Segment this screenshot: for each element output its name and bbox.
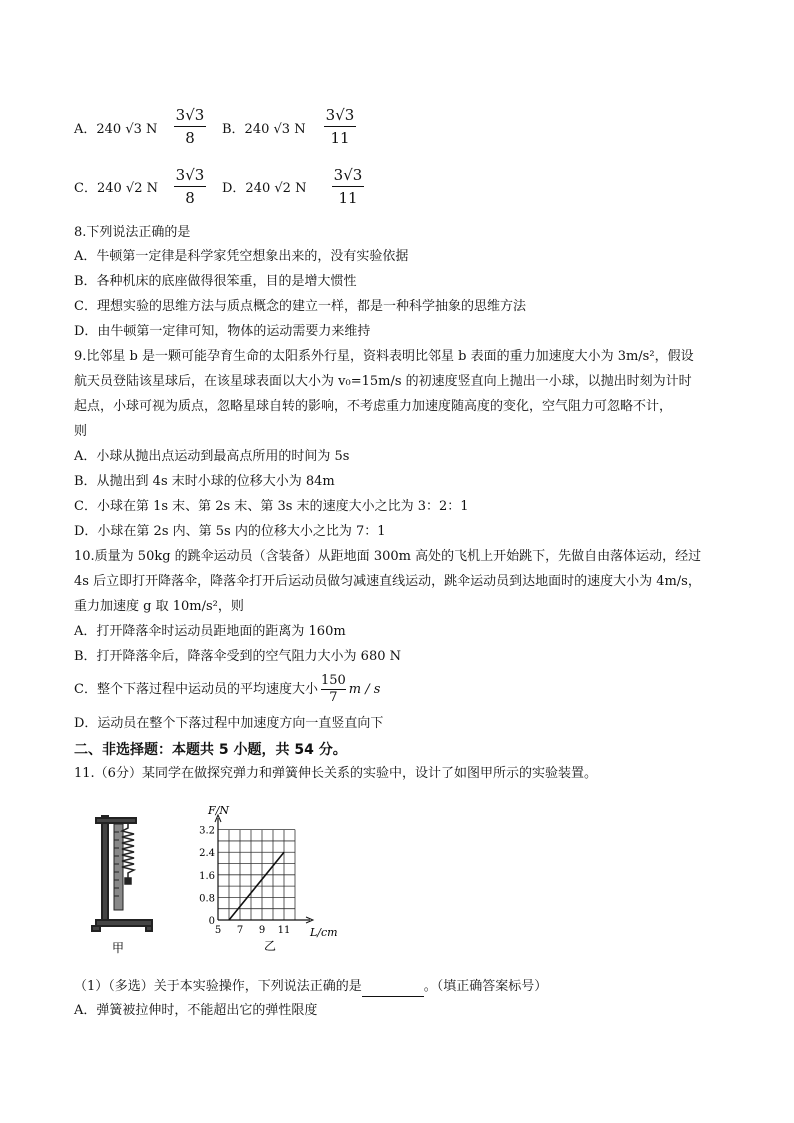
q10-stem-line-1: 10.质量为 50kg 的跳伞运动员（含装备）从距地面 300m 高处的飞机上开始跳下，先做自由落体运动，经过 [74,549,702,564]
chart-grid [218,830,295,920]
option-label: A．240 [74,122,122,137]
denominator: 11 [330,129,350,147]
fraction-bar [332,186,364,187]
q9-option-b: B．从抛出到 4s 末时小球的位移大小为 84m [74,474,335,489]
q9-stem-line-3: 起点，小球可视为质点，忽略星球自转的影响，不考虑重力加速度随高度的变化，空气阻力可忽略不计， [74,399,673,414]
q7-option-a [74,120,157,140]
q8-stem: 8.下列说法正确的是 [74,225,191,240]
numerator: 150 [320,673,346,688]
root-value: √2 [125,181,143,196]
q9-option-d: D．小球在第 2s 内、第 5s 内的位移大小之比为 7：1 [74,524,386,539]
q8-option-b: B．各种机床的底座做得很笨重，目的是增大惯性 [74,274,357,289]
y-tick-label: 1.6 [199,870,215,882]
q7-b-fraction [320,106,360,147]
fraction-bar [174,186,206,187]
unit: m / s [348,682,381,697]
q11-sub1 [74,977,547,997]
root-value: √3 [125,122,142,137]
x-axis-label: L/cm [310,926,338,939]
option-label: B．240 [222,122,270,137]
spring [122,823,134,884]
y-tick-label: 0.8 [199,893,215,905]
q10-stem-line-2: 4s 后立即打开降落伞，降落伞打开后运动员做匀减速直线运动，跳伞运动员到达地面时的速度大小为 4m/s， [74,574,701,589]
option-label: C．240 [74,181,122,196]
q10-option-b: B．打开降落伞后，降落伞受到的空气阻力大小为 680 N [74,649,402,664]
q11-stem: 11.（6分）某同学在做探究弹力和弹簧伸长关系的实验中，设计了如图甲所示的实验装置。 [74,766,597,781]
denominator: 8 [185,129,195,147]
q9-stem-line-2: 航天员登陆该星球后，在该星球表面以大小为 v₀=15m/s 的初速度竖直向上抛出一小球，以抛出时刻为计时 [74,374,692,389]
x-tick-label: 5 [214,925,222,936]
q8-option-d: D．由牛顿第一定律可知，物体的运动需要力来维持 [74,324,371,339]
q9-stem-line-1: 9.比邻星 b 是一颗可能孕育生命的太阳系外行星，资料表明比邻星 b 表面的重力加速度大小为 3m/s²，假设 [74,349,694,364]
root-value: √2 [274,181,291,196]
figure-a-label: 甲 [112,941,125,955]
option-text: C．整个下落过程中运动员的平均速度大小 [74,682,318,697]
q7-option-c [74,179,158,199]
q9-option-c: C．小球在第 1s 末、第 2s 末、第 3s 末的速度大小之比为 3：2：1 [74,499,469,514]
q9-option-a: A．小球从抛出点运动到最高点所用的时间为 5s [74,449,350,464]
numerator: 3√3 [325,106,355,124]
section-heading: 二、非选择题：本题共 5 小题，共 54 分。 [74,742,347,758]
q7-d-fraction [328,166,368,207]
unit: N [295,181,307,196]
force-length-chart [180,800,355,960]
q10-option-a: A．打开降落伞时运动员距地面的距离为 160m [74,624,346,639]
y-tick-label: 0 [208,916,215,927]
unit: N [146,122,158,137]
q8-option-a: A．牛顿第一定律是科学家凭空想象出来的，没有实验依据 [74,249,409,264]
spring-apparatus-figure [88,800,158,960]
fraction-bar [174,126,206,127]
sub-question-text: （1）（多选）关于本实验操作，下列说法正确的是 [74,979,362,994]
y-tick-label: 3.2 [199,825,215,837]
q7-a-fraction [170,106,210,147]
numerator: 3√3 [175,106,205,124]
sub-question-tail: 。（填正确答案标号） [423,979,548,994]
q7-c-fraction [170,166,210,207]
q9-stem-line-4: 则 [74,424,88,439]
fraction-bar [324,126,356,127]
ruler [114,824,123,910]
q7-option-d [222,179,306,199]
unit: N [146,181,158,196]
speed-fraction [321,673,346,706]
numerator: 3√3 [175,166,205,184]
denominator: 11 [338,189,358,207]
q10-option-c [74,670,380,710]
root-value: √3 [273,122,291,137]
q7-option-b [222,120,306,140]
q8-option-c: C．理想实验的思维方法与质点概念的建立一样，都是一种科学抽象的思维方法 [74,299,526,314]
chart-axes [215,815,313,923]
unit: N [294,122,306,137]
answer-blank[interactable] [362,982,424,997]
q10-stem-line-3: 重力加速度 g 取 10m/s²，则 [74,599,244,614]
y-axis-label: F/N [208,804,229,817]
option-label: D．240 [222,181,271,196]
denominator: 7 [329,690,338,705]
numerator: 3√3 [333,166,363,184]
q11-option-a: A．弹簧被拉伸时，不能超出它的弹性限度 [74,1003,318,1018]
q10-option-d: D．运动员在整个下落过程中加速度方向一直竖直向下 [74,716,384,731]
figure-b-label: 乙 [264,939,277,953]
x-tick-label: 9 [258,925,266,936]
x-tick-label: 11 [277,925,291,936]
x-tick-label: 7 [236,925,244,936]
y-tick-label: 2.4 [199,848,215,860]
denominator: 8 [185,189,195,207]
